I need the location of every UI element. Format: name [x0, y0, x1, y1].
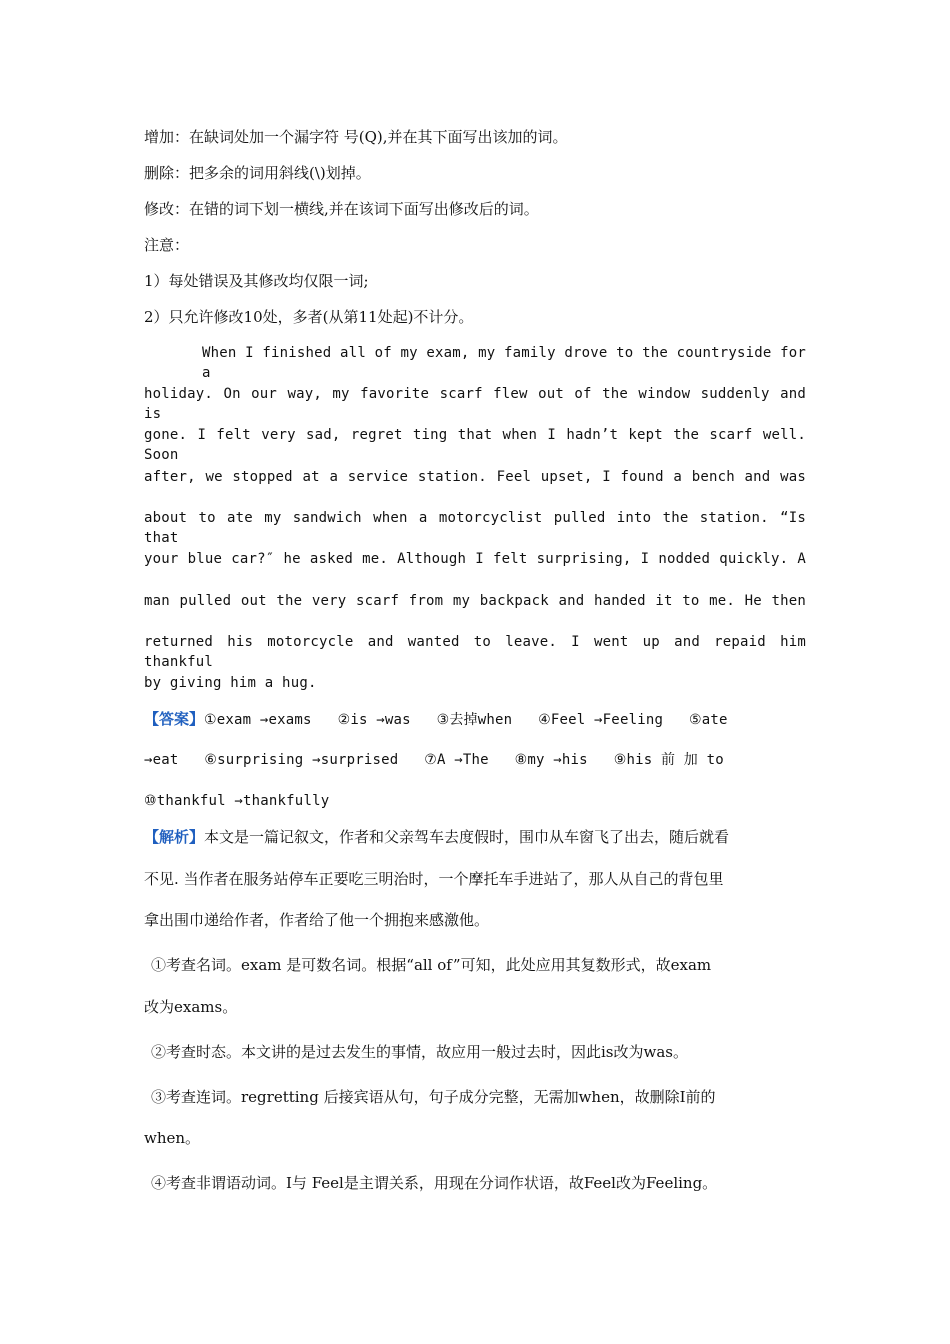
instruction-modify: 修改：在错的词下划一横线,并在该词下面写出修改后的词。: [144, 200, 539, 218]
passage-line: gone. I felt very sad, regret ting that when I hadn’t kept the scarf well. Soon: [144, 427, 806, 463]
analysis-item-3: ③考查连词。regretting 后接宾语从句，句子成分完整，无需加when，故删除I前的: [151, 1088, 716, 1106]
analysis-item-2: ②考查时态。本文讲的是过去发生的事情，故应用一般过去时，因此is改为was。: [151, 1043, 688, 1061]
note-title: 注意：: [144, 236, 190, 254]
analysis-item-4: ④考查非谓语动词。I与 Feel是主谓关系，用现在分词作状语，故Feel改为Feeling。: [151, 1174, 718, 1192]
analysis-intro-line: 拿出围巾递给作者，作者给了他一个拥抱来感激他。: [144, 911, 490, 929]
note-item-1: 1）每处错误及其修改均仅限一词;: [144, 272, 369, 290]
passage-line: man pulled out the very scarf from my backpack and handed it to me. He then: [144, 593, 806, 609]
passage-line: your blue car?″ he asked me. Although I felt surprising, I nodded quickly. A: [144, 551, 806, 567]
analysis-intro-line: 不见. 当作者在服务站停车正要吃三明治时，一个摩托车手进站了，那人从自己的背包里: [144, 870, 724, 888]
answer-line-1: [144, 709, 728, 730]
analysis-item-3-cont: when。: [144, 1129, 201, 1147]
answer-line-2: →eat ⑥surprising →surprised ⑦A →The ⑧my →his ⑨his 前 加 to: [144, 752, 724, 768]
note-item-2: 2）只允许修改10处，多者(从第11处起)不计分。: [144, 308, 474, 326]
passage-line: about to ate my sandwich when a motorcyclist pulled into the station. “Is that: [144, 510, 806, 546]
analysis-item-1: ①考查名词。exam 是可数名词。根据“all of”可知，此处应用其复数形式，故exam: [151, 956, 712, 974]
answer-text: ①exam →exams ②is →was ③去掉when ④Feel →Feeling ⑤ate: [204, 712, 728, 728]
instruction-add: 增加：在缺词处加一个漏字符 号(Q),并在其下面写出该加的词。: [144, 128, 568, 146]
passage-line: by giving him a hug.: [144, 675, 317, 691]
answer-line-3: ⑩thankful →thankfully: [144, 793, 330, 809]
analysis-intro: 本文是一篇记叙文，作者和父亲驾车去度假时，围巾从车窗飞了出去，随后就看: [204, 828, 730, 846]
passage-line: returned his motorcycle and wanted to leave. I went up and repaid him thankful: [144, 634, 806, 670]
analysis-line-1: [144, 827, 729, 847]
analysis-tag: 【解析】: [144, 828, 205, 846]
passage-line: When I finished all of my exam, my family drove to the countryside for a: [202, 345, 807, 381]
instruction-delete: 删除：把多余的词用斜线(\)划掉。: [144, 164, 371, 182]
passage-line: after, we stopped at a service station. Feel upset, I found a bench and was: [144, 469, 806, 485]
passage-line: holiday. On our way, my favorite scarf flew out of the window suddenly and is: [144, 386, 806, 422]
answer-tag: 【答案】: [144, 710, 205, 728]
analysis-item-1-cont: 改为exams。: [144, 998, 238, 1016]
